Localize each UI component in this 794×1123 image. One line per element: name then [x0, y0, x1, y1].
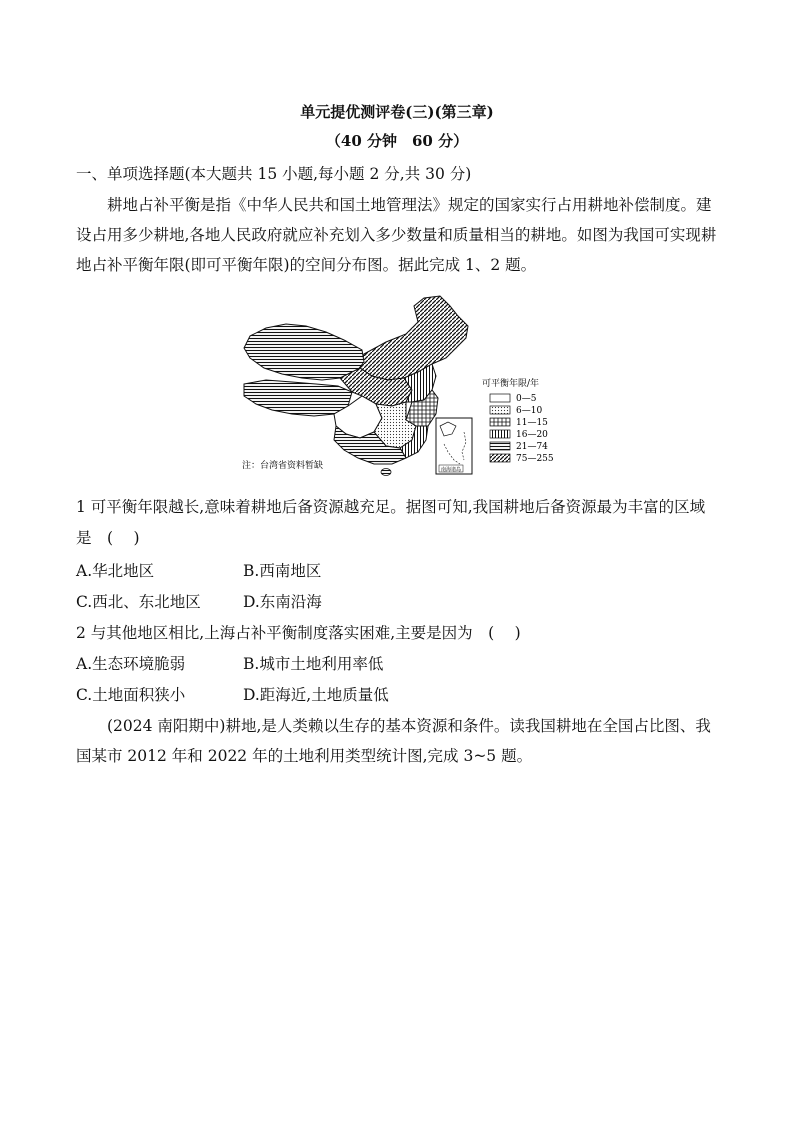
question-1-option-c[interactable]: C.西北、东北地区: [76, 593, 201, 611]
map-svg: [236, 292, 566, 477]
question-2-stem: 2 与其他地区相比,上海占补平衡制度落实困难,主要是因为 ( ): [76, 624, 521, 642]
legend-label: 11—15: [516, 418, 548, 428]
question-2-option-c[interactable]: C.土地面积狭小: [76, 686, 186, 704]
map-note: 注：台湾省资料暂缺: [242, 461, 324, 471]
page-subtitle: （40 分钟 60 分）: [325, 132, 469, 150]
china-map-figure: [236, 292, 566, 477]
question-1-option-a[interactable]: A.华北地区: [76, 562, 155, 580]
question-1-option-d[interactable]: D.东南沿海: [243, 593, 322, 611]
map-region-tibet: [244, 380, 352, 416]
legend-swatch-11-15: [490, 418, 510, 426]
question-1-stem-cont: 是 ( ): [76, 529, 140, 547]
legend-swatch-75-255: [490, 454, 510, 462]
legend-swatch-6-10: [490, 406, 510, 414]
map-region-northeast: [360, 296, 468, 380]
page-title: 单元提优测评卷(三)(第三章): [300, 103, 494, 121]
legend-label: 6—10: [516, 406, 543, 416]
legend: [490, 394, 554, 464]
map-region-northwest: [244, 324, 364, 380]
legend-label: 75—255: [516, 454, 554, 464]
question-2-option-a[interactable]: A.生态环境脆弱: [76, 655, 186, 673]
legend-label: 16—20: [516, 430, 548, 440]
legend-swatch-0-5: [490, 394, 510, 402]
section-heading: 一、单项选择题(本大题共 15 小题,每小题 2 分,共 30 分): [76, 165, 472, 183]
question-2-option-b[interactable]: B.城市土地利用率低: [243, 655, 384, 673]
map-region-hainan: [381, 469, 391, 476]
inset-label: 南海诸岛: [440, 467, 462, 473]
question-1-stem: 1 可平衡年限越长,意味着耕地后备资源越充足。据图可知,我国耕地后备资源最为丰富的区域: [76, 498, 706, 516]
legend-swatch-16-20: [490, 430, 510, 438]
legend-swatch-21-74: [490, 442, 510, 450]
intro-paragraph-2: (2024 南阳期中)耕地,是人类赖以生存的基本资源和条件。读我国耕地在全国占比图、我国某市 2012 年和 2022 年的土地利用类型统计图,完成 3~5 题。: [76, 717, 711, 765]
legend-label: 21—74: [516, 442, 548, 452]
intro-paragraph-1: 耕地占补平衡是指《中华人民共和国土地管理法》规定的国家实行占用耕地补偿制度。建设占用多少耕地,各地人民政府就应补充划入多少数量和质量相当的耕地。如图为我国可实现耕地占补平衡年限(即可平衡年限)的空间分布图。据此完成 1、2 题。: [76, 196, 717, 274]
question-1-option-b[interactable]: B.西南地区: [243, 562, 322, 580]
legend-label: 0—5: [516, 394, 537, 404]
question-2-option-d[interactable]: D.距海近,土地质量低: [243, 686, 389, 704]
legend-title: 可平衡年限/年: [482, 379, 540, 389]
